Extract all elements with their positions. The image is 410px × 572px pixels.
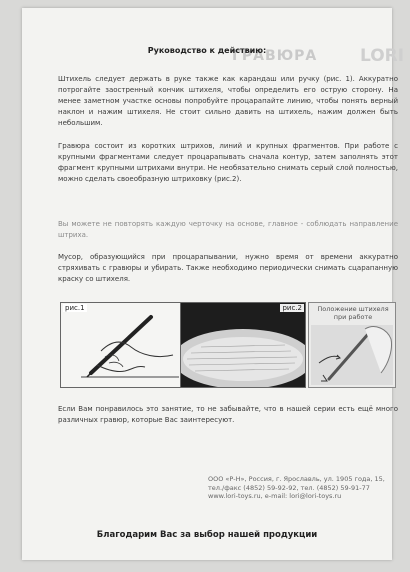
- scratch-texture-illustration: [181, 303, 305, 387]
- footer-thanks: Благодарим Вас за выбор нашей продукции: [96, 530, 318, 540]
- figure-3-caption: Положение штихеля при работе: [317, 305, 389, 321]
- paragraph-direction: Вы можете не повторять каждую черточку на основе, главное - соблюдать направление штриха.: [58, 220, 398, 239]
- contacts-address: ООО «Р-Н», Россия, г. Ярославль, ул. 1905 года, 15,: [208, 475, 385, 483]
- contacts-phone: тел./факс (4852) 59-92-92, тел. (4852) 59-91-77: [208, 483, 370, 492]
- figure-3: [308, 302, 396, 388]
- page-title: Руководство к действию:: [147, 46, 267, 55]
- figure-2: [180, 302, 306, 388]
- contacts-web: www.lori-toys.ru, e-mail: lori@lori-toys.ru: [208, 492, 342, 500]
- hand-holding-tool-illustration: [61, 303, 181, 387]
- watermark-text: ГРАВЮРА: [232, 48, 318, 64]
- paragraph-holding-tool: Штихель следует держать в руке также как карандаш или ручку (рис. 1). Аккуратно потрогайте заостренный кончик штихеля, чтобы определить его острую сторону. На менее заметном участке основы попробуйте процарапайте линию, чтобы понять верный наклон и нажим штихеля. Не стоит сильно давить на штихель, нажим должен быть небольшим.: [58, 75, 398, 127]
- watermark-brand: LORI: [360, 46, 405, 66]
- paragraph-cleaning: Мусор, образующийся при процарапывании, нужно время от времени аккуратно стряхивать с гравюры и убирать. Также необходимо периодически снимать сцарапанную краску со штихеля.: [58, 253, 398, 283]
- instruction-sheet: [22, 8, 405, 560]
- company-contacts: [208, 475, 398, 501]
- paragraph-closing: Если Вам понравилось это занятие, то не забывайте, что в нашей серии есть ещё много различных гравюр, которые Вас заинтересуют.: [58, 405, 398, 424]
- figure-1-label: рис.1: [65, 304, 85, 312]
- figure-2-label: рис.2: [282, 304, 302, 312]
- figure-1: [60, 302, 182, 388]
- paragraph-strokes: Гравюра состоит из коротких штрихов, линий и крупных фрагментов. При работе с крупными фрагментами следует процарапывать сначала контур, затем заполнять этот фрагмент крупными штрихами внутри. Не необязательно снимать серый слой полностью, можно сделать своеобразную штриховку (рис.2).: [58, 142, 398, 183]
